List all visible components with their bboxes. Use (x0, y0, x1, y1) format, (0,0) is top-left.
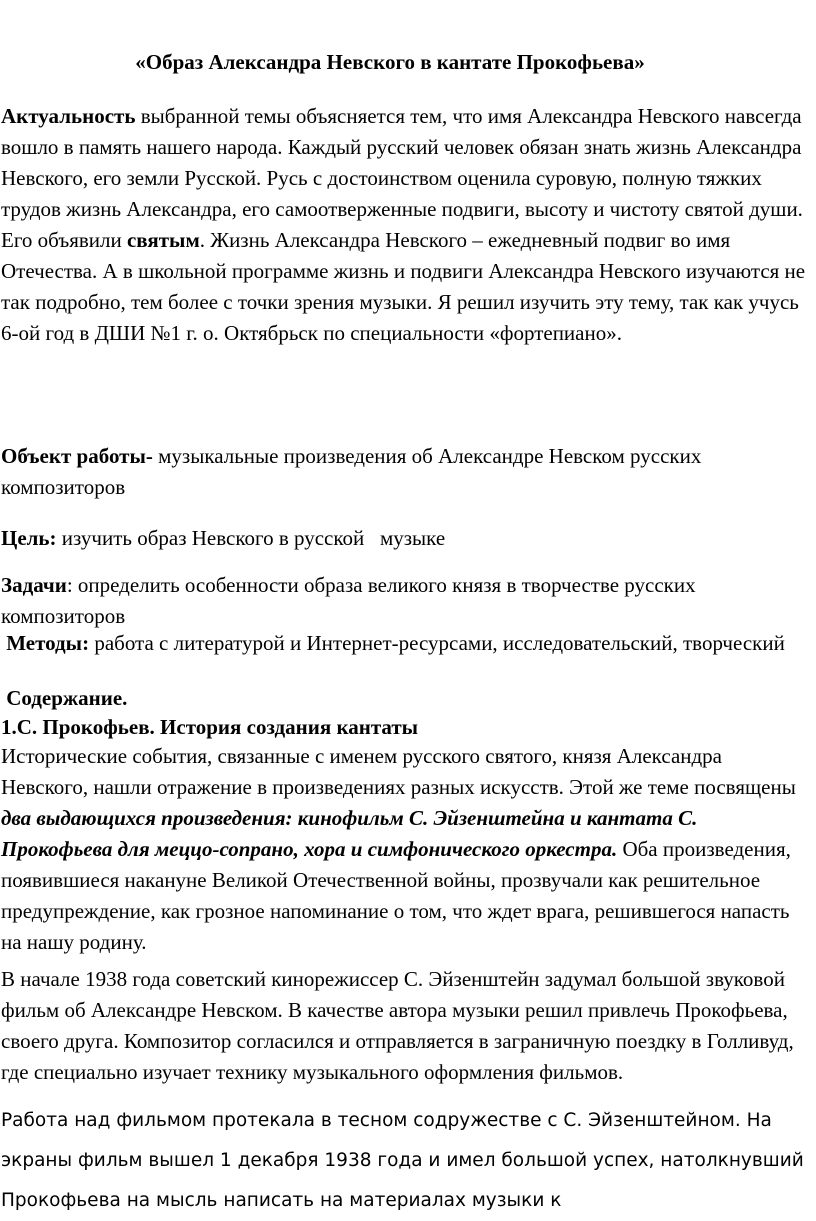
methods-label: Методы: (1, 631, 90, 655)
contents-heading-text: Содержание. (1, 686, 128, 710)
section1-paragraph-2: В начале 1938 года советский кинорежиссер С. Эйзенштейн задумал большой звуковой фильм об Александре Невском. В качестве автора музыки решил привлечь Прокофьева, своего друга. Композитор согласился и отправляется в заграничную поездку в Голливуд, где специально изучает технику музыкального оформления фильмов. (1, 967, 794, 1084)
section1-paragraph-3: Работа над фильмом протекала в тесном содружестве с С. Эйзенштейном. На экраны фильм вышел 1 декабря 1938 года и имел большой успех, натолкнувший Прокофьева на мысль написать на материалах музыки к (1, 1110, 804, 1211)
contents-heading (1, 683, 813, 714)
goal-paragraph (1, 523, 813, 554)
section1-p1-emphasis: два выдающихся произведения: кинофильм С. Эйзенштейна и кантата С. Прокофьева для меццо-сопрано, хора и симфонического оркестра. (1, 806, 698, 861)
section1-heading-text: 1.С. Прокофьев. История создания кантаты (1, 715, 419, 739)
relevance-paragraph (1, 101, 813, 349)
goal-label: Цель: (1, 526, 57, 550)
tasks-label: Задачи (1, 573, 67, 597)
section1-p1-text-1: Исторические события, связанные с именем русского святого, князя Александра Невского, нашли отражение в произведениях разных искусств. Этой же теме посвящены (1, 744, 796, 799)
methods-text: работа с литературой и Интернет-ресурсами, исследовательский, творческий (89, 631, 785, 655)
object-text: музыкальные произведения об Александре Невском русских композиторов (1, 444, 702, 499)
section1-heading (1, 712, 813, 743)
tasks-text: : определить особенности образа великого князя в творчестве русских композиторов (1, 573, 696, 628)
tasks-paragraph (1, 570, 813, 632)
object-paragraph (1, 441, 813, 503)
relevance-text-1: выбранной темы объясняется тем, что имя Александра Невского навсегда вошло в память нашего народа. Каждый русский человек обязан знать жизнь Александра Невского, его земли Русской. Русь с достоинством оценила суровую, полную тяжких трудов жизнь Александра, его самоотверженные подвиги, высоту и чистоту святой души. Его объявили (1, 104, 803, 252)
relevance-text-2: . Жизнь Александра Невского – ежедневный подвиг во имя Отечества. А в школьной программе жизнь и подвиги Александра Невского изучаются не так подробно, тем более с точки зрения музыки. Я решил изучить эту тему, так как учусь 6-ой год в ДШИ №1 г. о. Октябрьск по специальности «фортепиано». (1, 228, 806, 345)
section1-p1-text-2: Оба произведения, появившиеся накануне Великой Отечественной войны, прозвучали как решительное предупреждение, как грозное напоминание о том, что ждет врага, решившегося напасть на нашу родину. (1, 837, 791, 954)
document-title: «Образ Александра Невского в кантате Прокофьева» (135, 50, 645, 74)
goal-text: изучить образ Невского в русской музыке (56, 526, 446, 550)
methods-paragraph (1, 628, 813, 659)
object-label: Объект работы- (1, 444, 153, 468)
relevance-bold-word: святым (126, 228, 200, 252)
section1-paragraph-1 (1, 741, 806, 958)
relevance-label: Актуальность (1, 104, 136, 128)
